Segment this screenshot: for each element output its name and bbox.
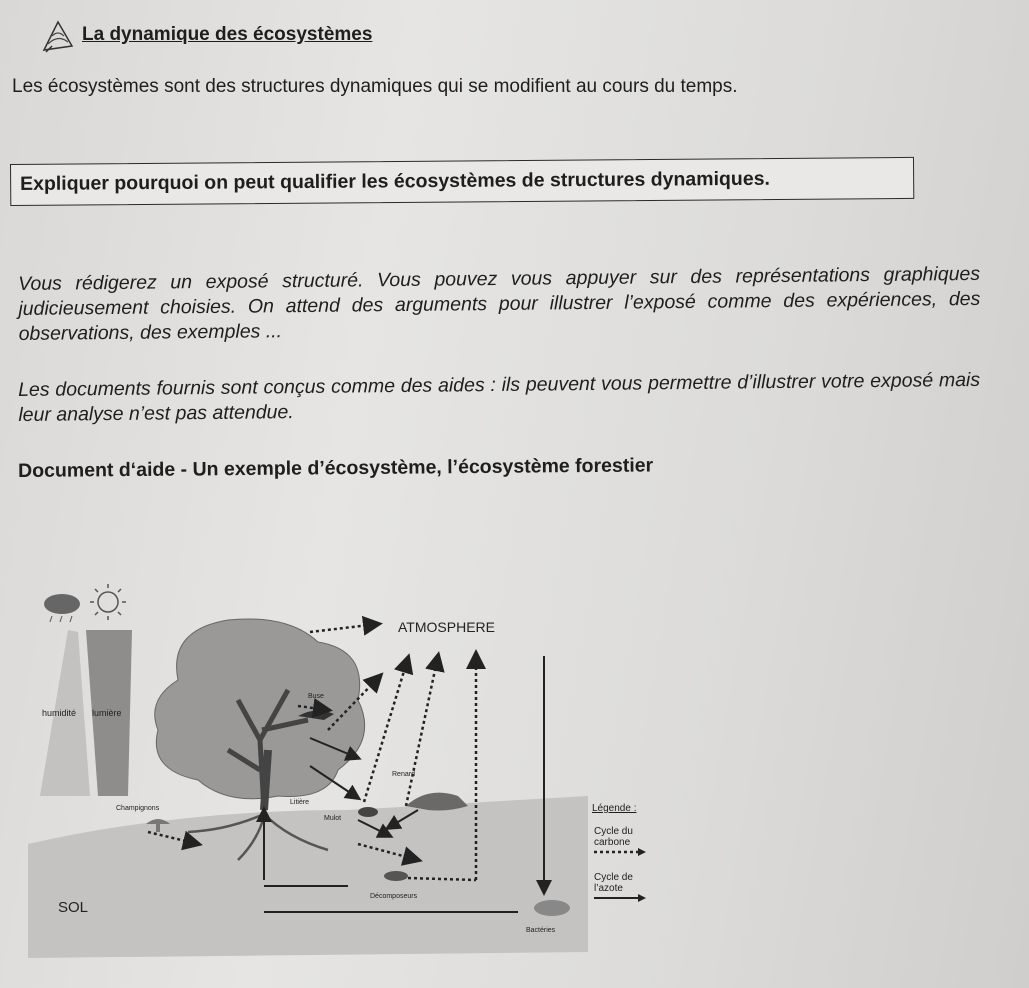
instructions-paragraph-1: Vous rédigerez un exposé structuré. Vous pouvez vous appuyer sur des représentations graphiques judicieusement choisies. On attend des arguments pour illustrer l’exposé comme des expériences, des observations, des exemples ... [18, 262, 981, 345]
instructions-paragraph-2: Les documents fournis sont conçus comme des aides : ils peuvent vous permettre d’illustrer votre exposé mais leur analyse n’est pas attendue. [18, 368, 981, 426]
legend-nitrogen: Cycle de l’azote [594, 872, 646, 905]
label-lumiere: lumière [92, 708, 122, 718]
leaf-sketch-icon [38, 16, 78, 56]
sun-icon [90, 584, 126, 620]
legend-carbon: Cycle du carbone [594, 826, 646, 859]
label-mulot: Mulot [324, 815, 342, 822]
legend-title: Légende : [592, 803, 637, 814]
label-champignons: Champignons [116, 805, 160, 812]
bacteria-icon [534, 900, 570, 916]
label-atmosphere: ATMOSPHERE [398, 619, 495, 635]
label-humidite: humidité [42, 708, 77, 718]
label-bacteries: Bactéries [526, 927, 556, 934]
carbon-legend-arrow [594, 848, 646, 856]
label-buse: Buse [308, 693, 324, 700]
nitrogen-legend-arrow [594, 894, 646, 902]
label-renard: Renard [392, 771, 415, 778]
document-title: Document d‘aide - Un exemple d’écosystème, l’écosystème forestier [18, 454, 654, 482]
decomposer-icon [384, 871, 408, 881]
forest-ecosystem-diagram [28, 570, 688, 970]
label-litiere: Litière [290, 799, 310, 806]
page-title: La dynamique des écosystèmes [82, 24, 373, 45]
cloud-icon [44, 594, 80, 622]
label-decomposeurs: Décomposeurs [370, 893, 418, 900]
label-sol: SOL [58, 899, 89, 916]
soil-area [28, 796, 588, 958]
intro-text: Les écosystèmes sont des structures dynamiques qui se modifient au cours du temps. [12, 76, 738, 97]
question-text: Expliquer pourquoi on peut qualifier les écosystèmes de structures dynamiques. [20, 167, 770, 195]
mouse-icon [358, 807, 378, 817]
